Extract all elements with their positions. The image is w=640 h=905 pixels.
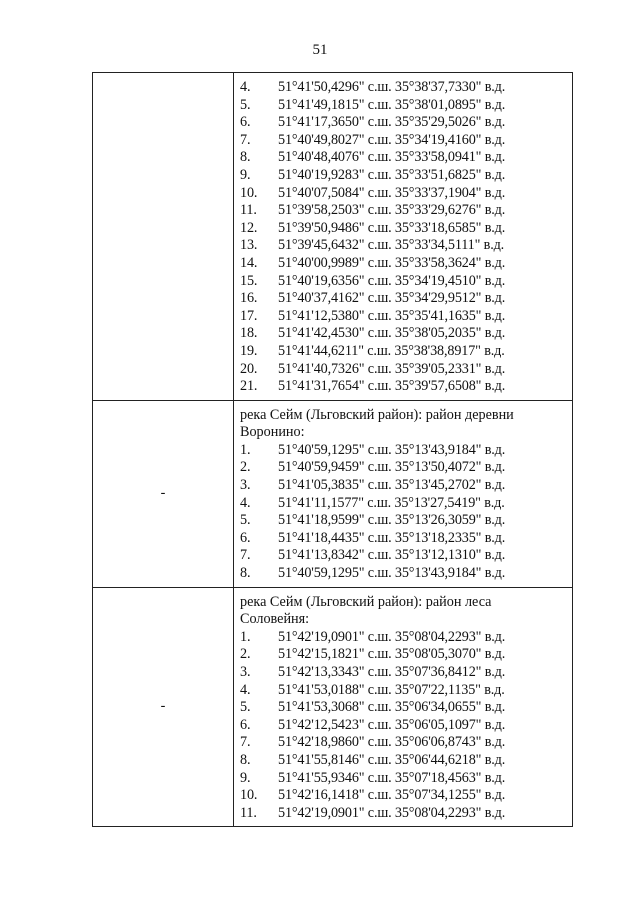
table-row	[93, 73, 573, 401]
point-coordinates: 51°42'18,9860" с.ш. 35°06'06,8743" в.д.	[278, 734, 506, 751]
left-cell: -	[93, 400, 234, 587]
point-coordinates: 51°41'13,8342" с.ш. 35°13'12,1310" в.д.	[278, 547, 506, 564]
point-coordinates: 51°40'00,9989" с.ш. 35°33'58,3624" в.д.	[278, 254, 506, 271]
coordinate-point	[240, 273, 568, 291]
point-coordinates: 51°41'42,4530" с.ш. 35°38'05,2035" в.д.	[278, 325, 506, 342]
coordinate-point	[240, 717, 568, 735]
section-heading-line: Соловейня:	[240, 611, 310, 628]
point-number: 5.	[240, 512, 251, 529]
point-number: 21.	[240, 378, 258, 395]
left-cell	[93, 73, 234, 401]
point-number: 4.	[240, 681, 251, 698]
point-coordinates: 51°40'19,6356" с.ш. 35°34'19,4510" в.д.	[278, 272, 506, 289]
point-coordinates: 51°41'55,9346" с.ш. 35°07'18,4563" в.д.	[278, 769, 506, 786]
point-number: 4.	[240, 494, 251, 511]
coordinate-point	[240, 699, 568, 717]
coordinates-cell	[234, 400, 573, 587]
point-number: 7.	[240, 547, 251, 564]
coordinate-point	[240, 185, 568, 203]
point-coordinates: 51°42'12,5423" с.ш. 35°06'05,1097" в.д.	[278, 716, 506, 733]
coordinate-point	[240, 565, 568, 583]
point-number: 15.	[240, 272, 258, 289]
coordinate-point	[240, 378, 568, 396]
coordinate-point	[240, 237, 568, 255]
table-body	[93, 73, 573, 827]
coordinate-point	[240, 547, 568, 565]
coordinate-point	[240, 361, 568, 379]
point-number: 19.	[240, 342, 258, 359]
point-coordinates: 51°39'50,9486" с.ш. 35°33'18,6585" в.д.	[278, 219, 506, 236]
coordinate-point	[240, 132, 568, 150]
coordinate-point	[240, 114, 568, 132]
point-number: 8.	[240, 149, 251, 166]
point-coordinates: 51°40'37,4162" с.ш. 35°34'29,9512" в.д.	[278, 290, 506, 307]
coordinate-point	[240, 495, 568, 513]
point-coordinates: 51°40'19,9283" с.ш. 35°33'51,6825" в.д.	[278, 166, 506, 183]
coordinate-point	[240, 530, 568, 548]
point-coordinates: 51°39'58,2503" с.ш. 35°33'29,6276" в.д.	[278, 202, 506, 219]
point-coordinates: 51°42'13,3343" с.ш. 35°07'36,8412" в.д.	[278, 664, 506, 680]
point-coordinates: 51°42'19,0901" с.ш. 35°08'04,2293" в.д.	[278, 804, 506, 821]
point-number: 7.	[240, 734, 251, 751]
point-coordinates: 51°41'55,8146" с.ш. 35°06'44,6218" в.д.	[278, 751, 506, 768]
point-number: 14.	[240, 254, 258, 271]
point-number: 2.	[240, 459, 251, 476]
point-number: 4.	[240, 79, 251, 95]
point-coordinates: 51°41'12,5380" с.ш. 35°35'41,1635" в.д.	[278, 307, 506, 324]
coordinate-point	[240, 149, 568, 167]
point-coordinates: 51°40'49,8027" с.ш. 35°34'19,4160" в.д.	[278, 131, 506, 148]
point-number: 16.	[240, 290, 258, 307]
point-number: 2.	[240, 646, 251, 663]
section-heading-line: Воронино:	[240, 424, 305, 441]
coordinate-point	[240, 220, 568, 238]
point-coordinates: 51°42'16,1418" с.ш. 35°07'34,1255" в.д.	[278, 787, 506, 804]
point-number: 18.	[240, 325, 258, 342]
point-coordinates: 51°41'31,7654" с.ш. 35°39'57,6508" в.д.	[278, 378, 506, 395]
point-coordinates: 51°42'15,1821" с.ш. 35°08'05,3070" в.д.	[278, 646, 506, 663]
page-number: 51	[312, 42, 328, 58]
coordinate-point	[240, 770, 568, 788]
point-coordinates: 51°41'44,6211" с.ш. 35°38'38,8917" в.д.	[278, 342, 505, 359]
table-row	[93, 587, 573, 827]
point-coordinates: 51°41'53,0188" с.ш. 35°07'22,1135" в.д.	[278, 681, 505, 698]
coordinate-point	[240, 752, 568, 770]
coordinate-point	[240, 79, 568, 97]
point-number: 6.	[240, 529, 251, 546]
point-number: 1.	[240, 628, 251, 645]
point-number: 11.	[240, 202, 257, 219]
point-coordinates: 51°41'18,9599" с.ш. 35°13'26,3059" в.д.	[278, 512, 506, 529]
point-number: 11.	[240, 804, 257, 821]
point-coordinates: 51°40'07,5084" с.ш. 35°33'37,1904" в.д.	[278, 184, 506, 201]
point-number: 13.	[240, 237, 258, 254]
coordinate-point	[240, 343, 568, 361]
coordinate-point	[240, 512, 568, 530]
coordinate-point	[240, 664, 568, 682]
coordinate-point	[240, 477, 568, 495]
point-coordinates: 51°41'53,3068" с.ш. 35°06'34,0655" в.д.	[278, 699, 506, 716]
point-number: 10.	[240, 184, 258, 201]
coordinate-point	[240, 646, 568, 664]
coordinate-point	[240, 442, 568, 460]
coordinate-point	[240, 255, 568, 273]
coordinate-point	[240, 459, 568, 477]
coordinate-point	[240, 682, 568, 700]
coordinate-point	[240, 325, 568, 343]
point-coordinates: 51°41'17,3650" с.ш. 35°35'29,5026" в.д.	[278, 114, 506, 131]
point-coordinates: 51°40'59,1295" с.ш. 35°13'43,9184" в.д.	[278, 565, 506, 582]
point-number: 20.	[240, 360, 258, 377]
coordinates-table	[92, 72, 573, 827]
coordinate-point	[240, 202, 568, 220]
coordinate-point	[240, 97, 568, 115]
point-number: 9.	[240, 166, 251, 183]
coordinate-point	[240, 629, 568, 647]
point-number: 9.	[240, 769, 251, 786]
point-coordinates: 51°41'40,7326" с.ш. 35°39'05,2331" в.д.	[278, 360, 506, 377]
point-number: 6.	[240, 716, 251, 733]
point-number: 8.	[240, 565, 251, 582]
coordinate-point	[240, 805, 568, 823]
point-number: 7.	[240, 131, 251, 148]
point-coordinates: 51°40'59,9459" с.ш. 35°13'50,4072" в.д.	[278, 459, 506, 476]
point-coordinates: 51°41'11,1577" с.ш. 35°13'27,5419" в.д.	[278, 494, 505, 511]
point-coordinates: 51°41'49,1815" с.ш. 35°38'01,0895" в.д.	[278, 96, 506, 113]
coordinate-point	[240, 308, 568, 326]
point-coordinates: 51°40'59,1295" с.ш. 35°13'43,9184" в.д.	[278, 441, 506, 458]
point-number: 3.	[240, 664, 251, 680]
left-cell: -	[93, 587, 234, 827]
coordinate-point	[240, 734, 568, 752]
point-coordinates: 51°39'45,6432" с.ш. 35°33'34,5111" в.д.	[278, 237, 505, 254]
coordinate-point	[240, 787, 568, 805]
point-coordinates: 51°41'18,4435" с.ш. 35°13'18,2335" в.д.	[278, 529, 506, 546]
point-number: 10.	[240, 787, 258, 804]
point-number: 6.	[240, 114, 251, 131]
coordinate-point	[240, 290, 568, 308]
point-coordinates: 51°41'05,3835" с.ш. 35°13'45,2702" в.д.	[278, 477, 506, 494]
point-number: 8.	[240, 751, 251, 768]
point-number: 3.	[240, 477, 251, 494]
section-heading-line: река Сейм (Льговский район): район леса	[240, 593, 492, 610]
point-number: 12.	[240, 219, 258, 236]
point-number: 1.	[240, 441, 251, 458]
point-number: 17.	[240, 307, 258, 324]
table-row	[93, 400, 573, 587]
point-coordinates: 51°40'48,4076" с.ш. 35°33'58,0941" в.д.	[278, 149, 506, 166]
point-coordinates: 51°41'50,4296" с.ш. 35°38'37,7330" в.д.	[278, 79, 506, 95]
point-number: 5.	[240, 96, 251, 113]
section-heading-line: река Сейм (Льговский район): район деревни	[240, 406, 514, 423]
coordinate-point	[240, 167, 568, 185]
point-number: 5.	[240, 699, 251, 716]
coordinates-cell	[234, 73, 573, 401]
point-coordinates: 51°42'19,0901" с.ш. 35°08'04,2293" в.д.	[278, 628, 506, 645]
coordinates-cell	[234, 587, 573, 827]
